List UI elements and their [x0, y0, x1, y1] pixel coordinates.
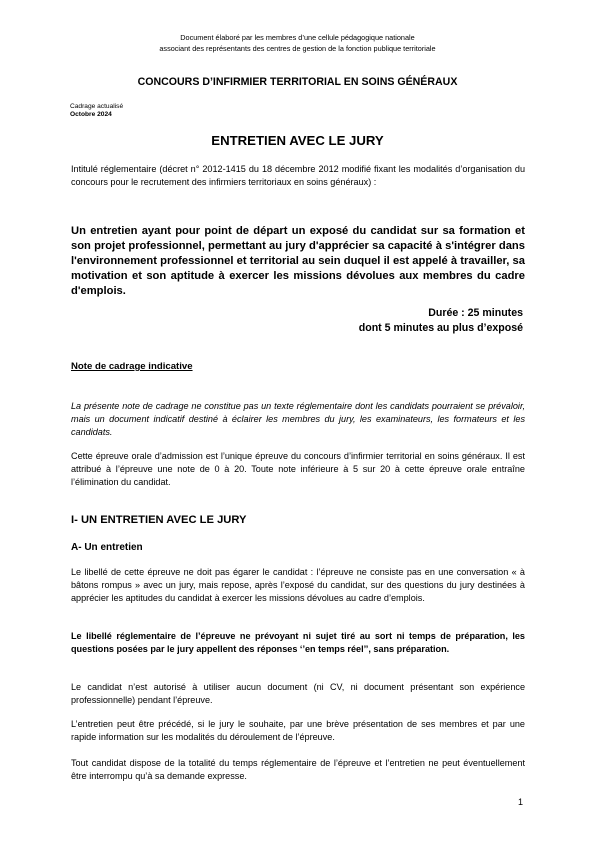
paragraph-a3: Le candidat n’est autorisé à utiliser aucun document (ni CV, ni document présentant son expérience professionnelle) pendant l’épreuve. — [71, 682, 525, 705]
paragraph-a5: Tout candidat dispose de la totalité du temps réglementaire de l’épreuve et l’entretien ne peut éventuellement être interrompu qu’à sa demande expresse. — [71, 758, 525, 781]
cadrage-date: Octobre 2024 — [70, 111, 112, 118]
duree-line-1: Durée : 25 minutes — [428, 307, 523, 319]
paragraph-a2: Le libellé réglementaire de l’épreuve ne prévoyant ni sujet tiré au sort ni temps de préparation, les questions posées par le jury appellent des réponses ‘’en temps réel’’, sans préparation. — [71, 631, 525, 654]
cadrage-label: Cadrage actualisé — [70, 103, 124, 110]
main-title: CONCOURS D’INFIRMIER TERRITORIAL EN SOINS GÉNÉRAUX — [137, 76, 458, 88]
paragraph-a4: L’entretien peut être précédé, si le jury le souhaite, par une brève présentation de ses membres et par une rapide information sur les modalités du déroulement de l’épreuve. — [71, 719, 525, 742]
header-line-2: associant des représentants des centres de gestion de la fonction publique territoriale — [159, 44, 436, 53]
duree-line-2: dont 5 minutes au plus d’exposé — [358, 322, 523, 334]
note-italic-paragraph: La présente note de cadrage ne constitue pas un texte réglementaire dont les candidats pourraient se prévaloir, mais un document indicatif destiné à éclairer les membres du jury, les examinateurs, les formateurs et les candidats. — [71, 401, 525, 437]
part-a-heading: A- Un entretien — [71, 542, 143, 553]
header-line-1: Document élaboré par les membres d’une cellule pédagogique nationale — [180, 33, 415, 42]
page-number: 1 — [517, 797, 523, 807]
paragraph-a1: Le libellé de cette épreuve ne doit pas égarer le candidat : l’épreuve ne consiste pas en une conversation « à bâtons rompus » avec un jury, mais repose, après l’exposé du candidat, sur des questions du jury destinées à apprécier les aptitudes du candidat à exercer les missions dévolues au cadre d’emplois. — [71, 567, 525, 603]
epreuve-description: Un entretien ayant pour point de départ un exposé du candidat sur sa formation et son projet professionnel, permettant au jury d'apprécier sa capacité à s'intégrer dans l'environnement professionnel et territorial au sein duquel il est appelé à travailler, sa motivation et son aptitude à exercer les missions dévolues aux membres du cadre d'emplois. — [71, 225, 525, 297]
note-paragraph: Cette épreuve orale d’admission est l’unique épreuve du concours d’infirmier territorial en soins généraux. Il est attribué à l’épreuve une note de 0 à 20. Toute note inférieure à 5 sur 20 à cette épreuve orale entraîne l’élimination du candidat. — [71, 451, 525, 487]
note-heading: Note de cadrage indicative — [71, 361, 193, 372]
section-title: ENTRETIEN AVEC LE JURY — [211, 133, 384, 148]
intitule-paragraph: Intitulé réglementaire (décret n° 2012-1415 du 18 décembre 2012 modifié fixant les modalités d’organisation du concours pour le recrutement des infirmiers territoriaux en soins généraux) : — [71, 164, 525, 187]
part-1-heading: I- UN ENTRETIEN AVEC LE JURY — [71, 514, 247, 526]
